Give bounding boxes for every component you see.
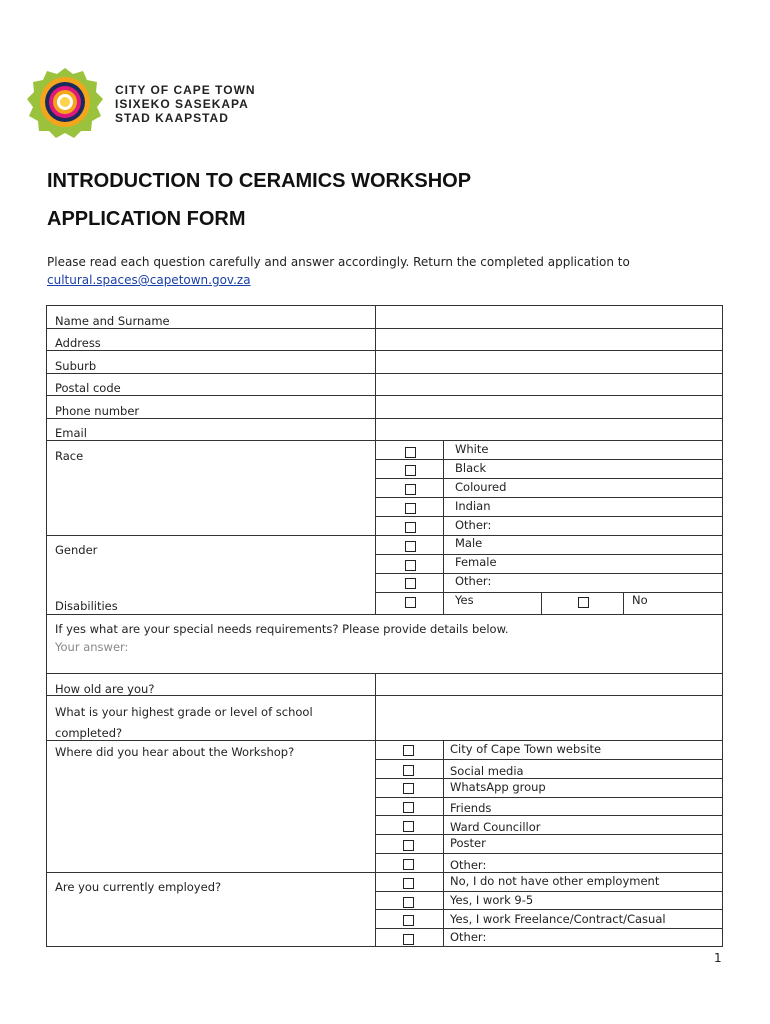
label-age: How old are you? [55,682,155,696]
form-title-line-2: APPLICATION FORM [47,208,246,230]
gender-male-checkbox[interactable] [405,541,416,552]
label-phone: Phone number [55,404,140,418]
race-indian-checkbox[interactable] [405,503,416,514]
gender-option: Female [455,555,497,569]
gender-other-checkbox[interactable] [405,578,416,589]
label-postal-code: Postal code [55,381,121,395]
brand-line: ISIXEKO SASEKAPA [115,97,249,111]
label-address: Address [55,336,101,350]
race-other-checkbox[interactable] [405,522,416,533]
heard-website-checkbox[interactable] [403,745,414,756]
heard-councillor-checkbox[interactable] [403,821,414,832]
employed-option: Yes, I work Freelance/Contract/Casual [450,912,666,926]
heard-other-checkbox[interactable] [403,859,414,870]
instructions [47,253,727,289]
label-email: Email [55,426,87,440]
employed-option: Other: [450,930,487,944]
brand-name [115,83,256,125]
heard-option: Ward Councillor [450,820,541,834]
heard-social-checkbox[interactable] [403,765,414,776]
disability-yes-checkbox[interactable] [405,597,416,608]
race-option: Coloured [455,480,507,494]
label-name: Name and Surname [55,314,170,328]
brand-line: CITY OF CAPE TOWN [115,83,256,97]
label-gender: Gender [55,543,98,557]
gender-option: Male [455,536,483,550]
disability-no-checkbox[interactable] [578,597,589,608]
race-option: Other: [455,518,492,532]
disability-option: Yes [455,593,474,607]
heard-poster-checkbox[interactable] [403,840,414,851]
heard-option: Social media [450,764,524,778]
label-disabilities: Disabilities [55,599,118,613]
label-race: Race [55,449,84,463]
race-option: White [455,442,489,456]
heard-whatsapp-checkbox[interactable] [403,783,414,794]
label-grade: What is your highest grade or level of school [55,705,313,719]
gender-female-checkbox[interactable] [405,560,416,571]
email-link[interactable]: cultural.spaces@capetown.gov.za [47,273,251,287]
brand-line: STAD KAAPSTAD [115,111,229,125]
label-employed: Are you currently employed? [55,880,222,894]
heard-option: Other: [450,858,487,872]
city-logo-icon [25,66,105,138]
race-white-checkbox[interactable] [405,447,416,458]
race-option: Indian [455,499,491,513]
heard-option: City of Cape Town website [450,742,602,756]
heard-option: Friends [450,801,492,815]
race-coloured-checkbox[interactable] [405,484,416,495]
label-heard: Where did you hear about the Workshop? [55,745,295,759]
employed-option: Yes, I work 9-5 [450,893,534,907]
heard-friends-checkbox[interactable] [403,802,414,813]
label-special-needs: If yes what are your special needs requirements? Please provide details below. [55,622,509,636]
label-suburb: Suburb [55,359,97,373]
employed-9-5-checkbox[interactable] [403,897,414,908]
special-needs-answer[interactable]: Your answer: [55,640,129,654]
employed-option: No, I do not have other employment [450,874,660,888]
heard-option: Poster [450,836,486,850]
label-grade-cont: completed? [55,726,123,740]
race-option: Black [455,461,487,475]
employed-other-checkbox[interactable] [403,934,414,945]
race-black-checkbox[interactable] [405,465,416,476]
heard-option: WhatsApp group [450,780,546,794]
gender-option: Other: [455,574,492,588]
page-number: 1 [714,951,722,965]
form-title-line-1: INTRODUCTION TO CERAMICS WORKSHOP [47,170,472,192]
employed-no-checkbox[interactable] [403,878,414,889]
disability-option: No [632,593,648,607]
employed-freelance-checkbox[interactable] [403,915,414,926]
instructions-text: Please read each question carefully and answer accordingly. Return the completed application to [47,255,630,269]
